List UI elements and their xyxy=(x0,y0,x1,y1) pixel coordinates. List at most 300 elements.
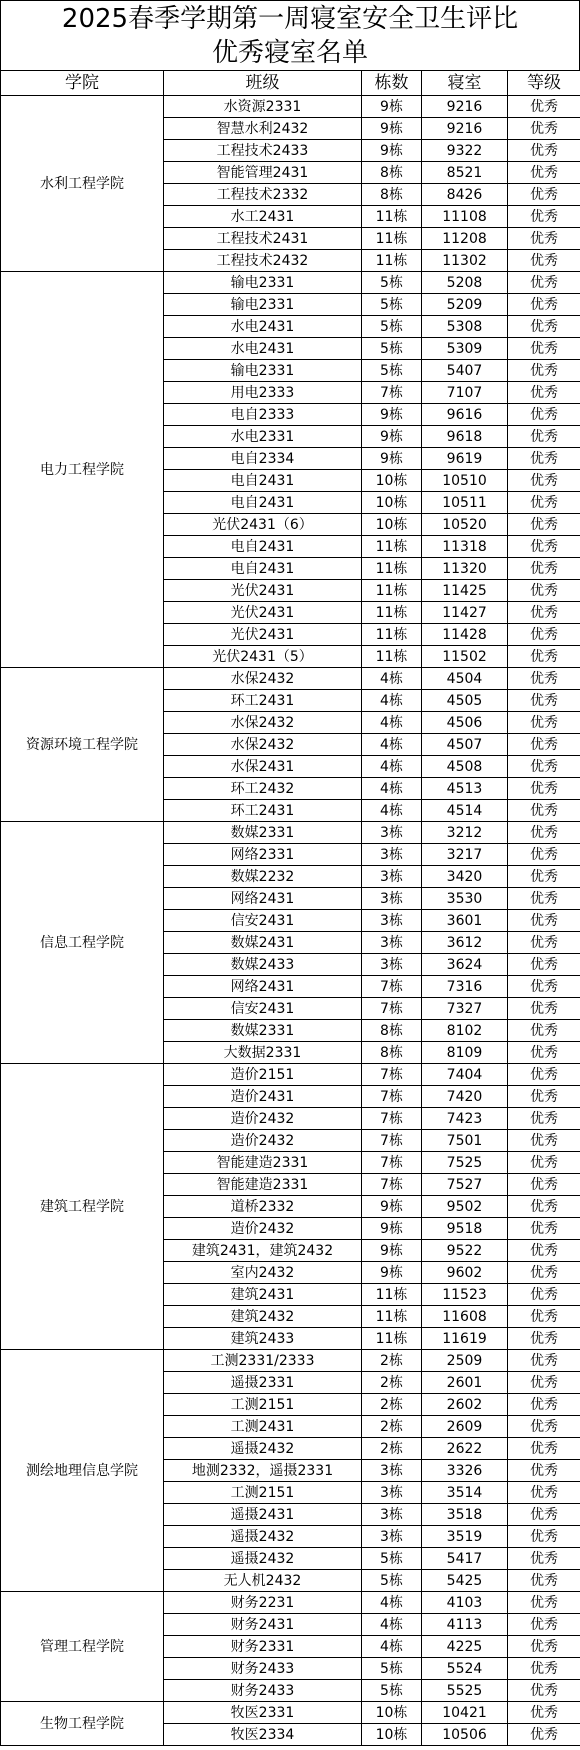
grade-cell: 优秀 xyxy=(508,1482,580,1504)
class-cell: 水保2432 xyxy=(164,712,362,734)
header-building: 栋数 xyxy=(362,71,422,96)
room-cell: 11427 xyxy=(422,602,508,624)
class-cell: 水电2431 xyxy=(164,316,362,338)
grade-cell: 优秀 xyxy=(508,734,580,756)
header-college: 学院 xyxy=(1,71,164,96)
grade-cell: 优秀 xyxy=(508,822,580,844)
college-cell: 生物工程学院 xyxy=(1,1702,164,1746)
grade-cell: 优秀 xyxy=(508,580,580,602)
building-cell: 4栋 xyxy=(362,1592,422,1614)
room-cell: 3420 xyxy=(422,866,508,888)
building-cell: 11栋 xyxy=(362,558,422,580)
building-cell: 5栋 xyxy=(362,1548,422,1570)
building-cell: 5栋 xyxy=(362,360,422,382)
class-cell: 遥摄2432 xyxy=(164,1438,362,1460)
room-cell: 5209 xyxy=(422,294,508,316)
table-row xyxy=(1,668,580,690)
room-cell: 4514 xyxy=(422,800,508,822)
building-cell: 2栋 xyxy=(362,1394,422,1416)
class-cell: 地测2332，遥摄2331 xyxy=(164,1460,362,1482)
class-cell: 工程技术2433 xyxy=(164,140,362,162)
class-cell: 工测2151 xyxy=(164,1482,362,1504)
room-cell: 3212 xyxy=(422,822,508,844)
class-cell: 工测2331/2333 xyxy=(164,1350,362,1372)
college-cell: 水利工程学院 xyxy=(1,96,164,272)
class-cell: 水电2331 xyxy=(164,426,362,448)
class-cell: 电自2431 xyxy=(164,492,362,514)
page-title xyxy=(0,0,580,70)
class-cell: 财务2431 xyxy=(164,1614,362,1636)
building-cell: 2栋 xyxy=(362,1438,422,1460)
room-cell: 3601 xyxy=(422,910,508,932)
class-cell: 电自2334 xyxy=(164,448,362,470)
grade-cell: 优秀 xyxy=(508,448,580,470)
room-cell: 3217 xyxy=(422,844,508,866)
building-cell: 9栋 xyxy=(362,1218,422,1240)
grade-cell: 优秀 xyxy=(508,954,580,976)
room-cell: 7420 xyxy=(422,1086,508,1108)
grade-cell: 优秀 xyxy=(508,1504,580,1526)
building-cell: 4栋 xyxy=(362,712,422,734)
title-line-2: 优秀寝室名单 xyxy=(211,37,368,68)
grade-cell: 优秀 xyxy=(508,800,580,822)
room-cell: 9502 xyxy=(422,1196,508,1218)
room-cell: 3624 xyxy=(422,954,508,976)
class-cell: 无人机2432 xyxy=(164,1570,362,1592)
class-cell: 室内2432 xyxy=(164,1262,362,1284)
grade-cell: 优秀 xyxy=(508,1284,580,1306)
room-cell: 7107 xyxy=(422,382,508,404)
class-cell: 智能管理2431 xyxy=(164,162,362,184)
class-cell: 水资源2331 xyxy=(164,96,362,118)
class-cell: 造价2151 xyxy=(164,1064,362,1086)
room-cell: 9602 xyxy=(422,1262,508,1284)
room-cell: 8102 xyxy=(422,1020,508,1042)
college-cell: 管理工程学院 xyxy=(1,1592,164,1702)
building-cell: 5栋 xyxy=(362,1570,422,1592)
building-cell: 10栋 xyxy=(362,514,422,536)
grade-cell: 优秀 xyxy=(508,382,580,404)
college-cell: 电力工程学院 xyxy=(1,272,164,668)
grade-cell: 优秀 xyxy=(508,1042,580,1064)
class-cell: 建筑2431 xyxy=(164,1284,362,1306)
grade-cell: 优秀 xyxy=(508,1108,580,1130)
building-cell: 5栋 xyxy=(362,1680,422,1702)
building-cell: 11栋 xyxy=(362,646,422,668)
grade-cell: 优秀 xyxy=(508,1350,580,1372)
building-cell: 8栋 xyxy=(362,162,422,184)
college-cell: 测绘地理信息学院 xyxy=(1,1350,164,1592)
room-cell: 2622 xyxy=(422,1438,508,1460)
grade-cell: 优秀 xyxy=(508,1196,580,1218)
class-cell: 造价2432 xyxy=(164,1130,362,1152)
class-cell: 牧医2331 xyxy=(164,1702,362,1724)
class-cell: 输电2331 xyxy=(164,294,362,316)
room-cell: 5208 xyxy=(422,272,508,294)
room-cell: 9216 xyxy=(422,96,508,118)
building-cell: 11栋 xyxy=(362,536,422,558)
grade-cell: 优秀 xyxy=(508,1702,580,1724)
room-cell: 10511 xyxy=(422,492,508,514)
building-cell: 11栋 xyxy=(362,206,422,228)
room-cell: 2609 xyxy=(422,1416,508,1438)
grade-cell: 优秀 xyxy=(508,404,580,426)
building-cell: 3栋 xyxy=(362,822,422,844)
room-cell: 9216 xyxy=(422,118,508,140)
building-cell: 3栋 xyxy=(362,1460,422,1482)
grade-cell: 优秀 xyxy=(508,558,580,580)
class-cell: 网络2331 xyxy=(164,844,362,866)
building-cell: 8栋 xyxy=(362,184,422,206)
room-cell: 11425 xyxy=(422,580,508,602)
room-cell: 11108 xyxy=(422,206,508,228)
building-cell: 2栋 xyxy=(362,1350,422,1372)
room-cell: 9616 xyxy=(422,404,508,426)
grade-cell: 优秀 xyxy=(508,492,580,514)
class-cell: 光伏2431（5） xyxy=(164,646,362,668)
class-cell: 信安2431 xyxy=(164,910,362,932)
grade-cell: 优秀 xyxy=(508,624,580,646)
class-cell: 输电2331 xyxy=(164,272,362,294)
room-cell: 4513 xyxy=(422,778,508,800)
class-cell: 牧医2334 xyxy=(164,1724,362,1746)
grade-cell: 优秀 xyxy=(508,756,580,778)
building-cell: 3栋 xyxy=(362,910,422,932)
class-cell: 财务2433 xyxy=(164,1658,362,1680)
building-cell: 7栋 xyxy=(362,1108,422,1130)
building-cell: 5栋 xyxy=(362,294,422,316)
class-cell: 遥摄2431 xyxy=(164,1504,362,1526)
class-cell: 环工2431 xyxy=(164,690,362,712)
grade-cell: 优秀 xyxy=(508,866,580,888)
building-cell: 4栋 xyxy=(362,1636,422,1658)
building-cell: 9栋 xyxy=(362,1240,422,1262)
room-cell: 7404 xyxy=(422,1064,508,1086)
class-cell: 大数据2331 xyxy=(164,1042,362,1064)
room-cell: 4103 xyxy=(422,1592,508,1614)
grade-cell: 优秀 xyxy=(508,1680,580,1702)
class-cell: 网络2431 xyxy=(164,888,362,910)
room-cell: 2601 xyxy=(422,1372,508,1394)
room-cell: 2509 xyxy=(422,1350,508,1372)
room-cell: 11320 xyxy=(422,558,508,580)
class-cell: 造价2432 xyxy=(164,1108,362,1130)
class-cell: 建筑2432 xyxy=(164,1306,362,1328)
building-cell: 3栋 xyxy=(362,1526,422,1548)
building-cell: 11栋 xyxy=(362,1306,422,1328)
class-cell: 电自2431 xyxy=(164,558,362,580)
building-cell: 3栋 xyxy=(362,1504,422,1526)
class-cell: 电自2431 xyxy=(164,536,362,558)
grade-cell: 优秀 xyxy=(508,1328,580,1350)
building-cell: 5栋 xyxy=(362,338,422,360)
building-cell: 9栋 xyxy=(362,448,422,470)
building-cell: 11栋 xyxy=(362,1284,422,1306)
building-cell: 10栋 xyxy=(362,1702,422,1724)
class-cell: 电自2333 xyxy=(164,404,362,426)
grade-cell: 优秀 xyxy=(508,1592,580,1614)
building-cell: 3栋 xyxy=(362,954,422,976)
grade-cell: 优秀 xyxy=(508,1658,580,1680)
building-cell: 7栋 xyxy=(362,1152,422,1174)
building-cell: 5栋 xyxy=(362,1658,422,1680)
grade-cell: 优秀 xyxy=(508,1152,580,1174)
grade-cell: 优秀 xyxy=(508,712,580,734)
grade-cell: 优秀 xyxy=(508,162,580,184)
grade-cell: 优秀 xyxy=(508,1724,580,1746)
room-cell: 3514 xyxy=(422,1482,508,1504)
room-cell: 7501 xyxy=(422,1130,508,1152)
room-cell: 7327 xyxy=(422,998,508,1020)
building-cell: 7栋 xyxy=(362,1086,422,1108)
grade-cell: 优秀 xyxy=(508,690,580,712)
grade-cell: 优秀 xyxy=(508,646,580,668)
grade-cell: 优秀 xyxy=(508,1240,580,1262)
room-cell: 9522 xyxy=(422,1240,508,1262)
class-cell: 建筑2431，建筑2432 xyxy=(164,1240,362,1262)
grade-cell: 优秀 xyxy=(508,844,580,866)
class-cell: 数媒2433 xyxy=(164,954,362,976)
grade-cell: 优秀 xyxy=(508,1636,580,1658)
grade-cell: 优秀 xyxy=(508,1614,580,1636)
class-cell: 工测2151 xyxy=(164,1394,362,1416)
table-row xyxy=(1,96,580,118)
class-cell: 建筑2433 xyxy=(164,1328,362,1350)
class-cell: 光伏2431 xyxy=(164,602,362,624)
class-cell: 光伏2431 xyxy=(164,624,362,646)
building-cell: 4栋 xyxy=(362,668,422,690)
college-cell: 建筑工程学院 xyxy=(1,1064,164,1350)
room-cell: 4506 xyxy=(422,712,508,734)
room-cell: 3530 xyxy=(422,888,508,910)
room-cell: 7525 xyxy=(422,1152,508,1174)
class-cell: 数媒2431 xyxy=(164,932,362,954)
header-grade: 等级 xyxy=(508,71,580,96)
grade-cell: 优秀 xyxy=(508,426,580,448)
room-cell: 4113 xyxy=(422,1614,508,1636)
building-cell: 4栋 xyxy=(362,778,422,800)
room-cell: 9619 xyxy=(422,448,508,470)
header-class: 班级 xyxy=(164,71,362,96)
grade-cell: 优秀 xyxy=(508,272,580,294)
grade-cell: 优秀 xyxy=(508,888,580,910)
building-cell: 8栋 xyxy=(362,1020,422,1042)
class-cell: 环工2431 xyxy=(164,800,362,822)
room-cell: 3519 xyxy=(422,1526,508,1548)
room-cell: 10421 xyxy=(422,1702,508,1724)
room-cell: 7527 xyxy=(422,1174,508,1196)
room-cell: 5524 xyxy=(422,1658,508,1680)
grade-cell: 优秀 xyxy=(508,668,580,690)
room-cell: 11619 xyxy=(422,1328,508,1350)
grade-cell: 优秀 xyxy=(508,1218,580,1240)
class-cell: 道桥2332 xyxy=(164,1196,362,1218)
class-cell: 数媒2331 xyxy=(164,822,362,844)
building-cell: 10栋 xyxy=(362,492,422,514)
building-cell: 5栋 xyxy=(362,272,422,294)
class-cell: 遥摄2432 xyxy=(164,1548,362,1570)
building-cell: 4栋 xyxy=(362,734,422,756)
room-cell: 7316 xyxy=(422,976,508,998)
grade-cell: 优秀 xyxy=(508,778,580,800)
room-cell: 5425 xyxy=(422,1570,508,1592)
grade-cell: 优秀 xyxy=(508,140,580,162)
class-cell: 财务2231 xyxy=(164,1592,362,1614)
grade-cell: 优秀 xyxy=(508,514,580,536)
grade-cell: 优秀 xyxy=(508,1064,580,1086)
building-cell: 9栋 xyxy=(362,1196,422,1218)
building-cell: 7栋 xyxy=(362,382,422,404)
class-cell: 财务2331 xyxy=(164,1636,362,1658)
class-cell: 工测2431 xyxy=(164,1416,362,1438)
building-cell: 7栋 xyxy=(362,998,422,1020)
room-cell: 5308 xyxy=(422,316,508,338)
room-cell: 7423 xyxy=(422,1108,508,1130)
class-cell: 遥摄2432 xyxy=(164,1526,362,1548)
room-cell: 10510 xyxy=(422,470,508,492)
building-cell: 3栋 xyxy=(362,932,422,954)
class-cell: 工程技术2432 xyxy=(164,250,362,272)
room-cell: 5525 xyxy=(422,1680,508,1702)
class-cell: 遥摄2331 xyxy=(164,1372,362,1394)
grade-cell: 优秀 xyxy=(508,998,580,1020)
grade-cell: 优秀 xyxy=(508,1262,580,1284)
grade-cell: 优秀 xyxy=(508,294,580,316)
class-cell: 智能建造2331 xyxy=(164,1174,362,1196)
class-cell: 水保2432 xyxy=(164,734,362,756)
table-row xyxy=(1,1702,580,1724)
room-cell: 11428 xyxy=(422,624,508,646)
grade-cell: 优秀 xyxy=(508,250,580,272)
grade-cell: 优秀 xyxy=(508,206,580,228)
grade-cell: 优秀 xyxy=(508,1394,580,1416)
class-cell: 水保2432 xyxy=(164,668,362,690)
building-cell: 10栋 xyxy=(362,470,422,492)
building-cell: 11栋 xyxy=(362,624,422,646)
grade-cell: 优秀 xyxy=(508,1416,580,1438)
building-cell: 3栋 xyxy=(362,888,422,910)
building-cell: 7栋 xyxy=(362,1130,422,1152)
class-cell: 光伏2431（6） xyxy=(164,514,362,536)
table-row xyxy=(1,1064,580,1086)
building-cell: 9栋 xyxy=(362,118,422,140)
grade-cell: 优秀 xyxy=(508,1438,580,1460)
building-cell: 4栋 xyxy=(362,690,422,712)
building-cell: 9栋 xyxy=(362,96,422,118)
room-cell: 2602 xyxy=(422,1394,508,1416)
building-cell: 2栋 xyxy=(362,1372,422,1394)
grade-cell: 优秀 xyxy=(508,1130,580,1152)
grade-cell: 优秀 xyxy=(508,470,580,492)
class-cell: 水工2431 xyxy=(164,206,362,228)
grade-cell: 优秀 xyxy=(508,338,580,360)
grade-cell: 优秀 xyxy=(508,1548,580,1570)
room-cell: 3612 xyxy=(422,932,508,954)
header-room: 寝室 xyxy=(422,71,508,96)
grade-cell: 优秀 xyxy=(508,96,580,118)
building-cell: 9栋 xyxy=(362,140,422,162)
class-cell: 信安2431 xyxy=(164,998,362,1020)
class-cell: 电自2431 xyxy=(164,470,362,492)
room-cell: 11318 xyxy=(422,536,508,558)
grade-cell: 优秀 xyxy=(508,118,580,140)
class-cell: 智慧水利2432 xyxy=(164,118,362,140)
building-cell: 11栋 xyxy=(362,250,422,272)
building-cell: 4栋 xyxy=(362,756,422,778)
room-cell: 9322 xyxy=(422,140,508,162)
grade-cell: 优秀 xyxy=(508,1372,580,1394)
building-cell: 9栋 xyxy=(362,1262,422,1284)
grade-cell: 优秀 xyxy=(508,536,580,558)
room-cell: 5417 xyxy=(422,1548,508,1570)
class-cell: 财务2433 xyxy=(164,1680,362,1702)
class-cell: 输电2331 xyxy=(164,360,362,382)
room-cell: 4508 xyxy=(422,756,508,778)
table-row xyxy=(1,272,580,294)
class-cell: 造价2432 xyxy=(164,1218,362,1240)
room-cell: 3326 xyxy=(422,1460,508,1482)
room-cell: 8426 xyxy=(422,184,508,206)
room-cell: 9618 xyxy=(422,426,508,448)
grade-cell: 优秀 xyxy=(508,184,580,206)
class-cell: 环工2432 xyxy=(164,778,362,800)
grade-cell: 优秀 xyxy=(508,1570,580,1592)
college-cell: 资源环境工程学院 xyxy=(1,668,164,822)
grade-cell: 优秀 xyxy=(508,1020,580,1042)
class-cell: 用电2333 xyxy=(164,382,362,404)
grade-cell: 优秀 xyxy=(508,602,580,624)
building-cell: 7栋 xyxy=(362,1064,422,1086)
room-cell: 3518 xyxy=(422,1504,508,1526)
building-cell: 11栋 xyxy=(362,580,422,602)
building-cell: 4栋 xyxy=(362,1614,422,1636)
room-cell: 11523 xyxy=(422,1284,508,1306)
room-cell: 11502 xyxy=(422,646,508,668)
class-cell: 工程技术2332 xyxy=(164,184,362,206)
class-cell: 水电2431 xyxy=(164,338,362,360)
building-cell: 3栋 xyxy=(362,1482,422,1504)
class-cell: 数媒2331 xyxy=(164,1020,362,1042)
class-cell: 数媒2232 xyxy=(164,866,362,888)
building-cell: 11栋 xyxy=(362,228,422,250)
table-row xyxy=(1,1350,580,1372)
building-cell: 8栋 xyxy=(362,1042,422,1064)
building-cell: 9栋 xyxy=(362,426,422,448)
room-cell: 5407 xyxy=(422,360,508,382)
grade-cell: 优秀 xyxy=(508,932,580,954)
building-cell: 3栋 xyxy=(362,866,422,888)
building-cell: 7栋 xyxy=(362,976,422,998)
grade-cell: 优秀 xyxy=(508,316,580,338)
title-line-1: 2025春季学期第一周寝室安全卫生评比 xyxy=(61,3,519,34)
room-cell: 4225 xyxy=(422,1636,508,1658)
table-body xyxy=(1,96,580,1746)
table-row xyxy=(1,822,580,844)
building-cell: 11栋 xyxy=(362,602,422,624)
grade-cell: 优秀 xyxy=(508,228,580,250)
class-cell: 网络2431 xyxy=(164,976,362,998)
class-cell: 光伏2431 xyxy=(164,580,362,602)
building-cell: 7栋 xyxy=(362,1174,422,1196)
room-cell: 5309 xyxy=(422,338,508,360)
room-cell: 8521 xyxy=(422,162,508,184)
building-cell: 10栋 xyxy=(362,1724,422,1746)
room-cell: 11208 xyxy=(422,228,508,250)
table-row xyxy=(1,1592,580,1614)
building-cell: 11栋 xyxy=(362,1328,422,1350)
grade-cell: 优秀 xyxy=(508,1460,580,1482)
room-cell: 4504 xyxy=(422,668,508,690)
